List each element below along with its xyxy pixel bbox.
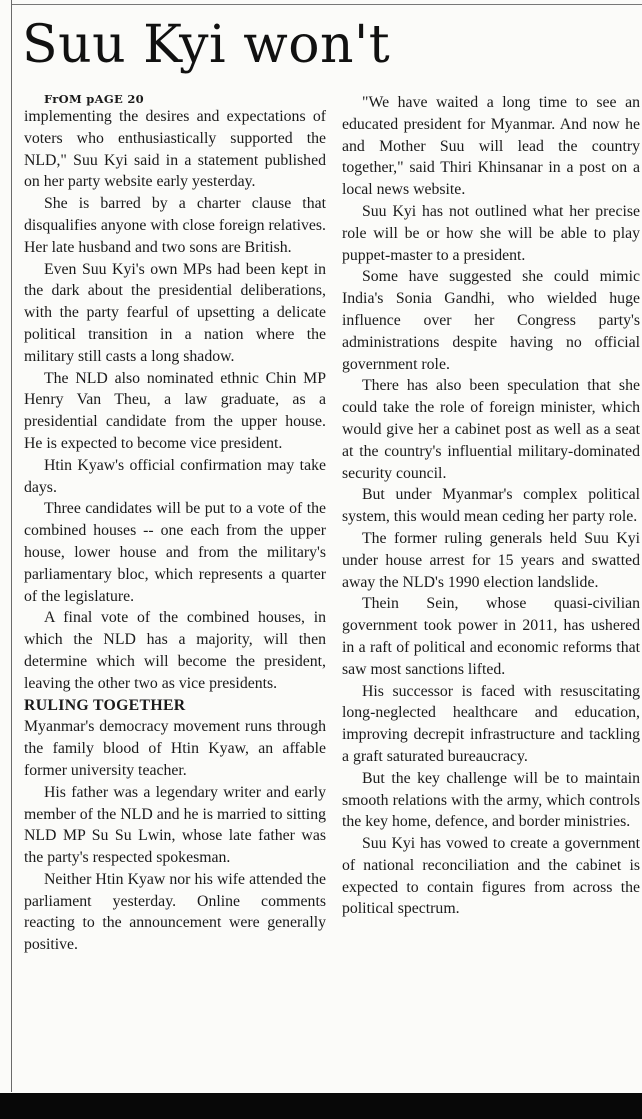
paragraph: Suu Kyi has not outlined what her precise role will be or how she will be able to play puppet-master to a president.	[342, 202, 640, 264]
paragraph: His father was a legendary writer and early member of the NLD and he is married to sitting NLD MP Su Su Lwin, whose late father was the party's respected spokesman.	[24, 783, 326, 867]
paragraph: A final vote of the combined houses, in which the NLD has a majority, will then determine which will become the president, leaving the other two as vice presidents.	[24, 609, 326, 692]
paragraph: Even Suu Kyi's own MPs had been kept in the dark about the presidential deliberations, with the party fearful of upsetting a delicate political transition in a nation where the military still casts a long shadow.	[24, 260, 326, 365]
right-column	[342, 92, 640, 920]
headline: Suu Kyi won't	[22, 15, 391, 75]
paragraph: Neither Htin Kyaw nor his wife attended the parliament yesterday. Online comments reacting to the announcement were generally positive.	[24, 870, 326, 954]
top-rule	[11, 4, 642, 5]
paragraph: Thein Sein, whose quasi-civilian government took power in 2011, has ushered in a raft of political and economic reforms that saw most sanctions lifted.	[342, 595, 640, 678]
column-rule	[11, 0, 12, 1092]
paragraph: She is barred by a charter clause that disqualifies anyone with close foreign relatives. Her late husband and two sons are British.	[24, 195, 326, 256]
scan-border	[0, 1093, 642, 1119]
paragraph: Some have suggested she could mimic India's Sonia Gandhi, who wielded huge influence over her Congress party's administrations despite having no official government role.	[342, 268, 640, 373]
paragraph: implementing the desires and expectations of voters who enthusiastically supported the NLD," Suu Kyi said in a statement published on her party website early yesterday.	[24, 108, 326, 191]
subheading: RULING TOGETHER	[24, 696, 186, 714]
paragraph: But the key challenge will be to maintain smooth relations with the army, which controls the key home, defence, and border ministries.	[342, 769, 640, 831]
paragraph: The former ruling generals held Suu Kyi under house arrest for 15 years and swatted away the NLD's 1990 election landslide.	[342, 529, 640, 591]
paragraph: Myanmar's democracy movement runs through the family blood of Htin Kyaw, an affable former university teacher.	[24, 718, 326, 779]
paragraph: Suu Kyi has vowed to create a government of national reconciliation and the cabinet is expected to contain figures from across the political spectrum.	[342, 835, 640, 918]
continuation-label: FrOM pAGE 20	[44, 92, 144, 106]
paragraph: Htin Kyaw's official confirmation may take days.	[24, 456, 326, 496]
paragraph: The NLD also nominated ethnic Chin MP Henry Van Theu, a law graduate, as a presidential candidate from the upper house. He is expected to become vice president.	[24, 369, 326, 452]
paragraph: His successor is faced with resuscitating long-neglected healthcare and education, improving decrepit infrastructure and tackling a graft saturated bureaucracy.	[342, 682, 640, 765]
paragraph: But under Myanmar's complex political system, this would mean ceding her party role.	[342, 486, 640, 526]
paragraph: "We have waited a long time to see an educated president for Myanmar. And now he and Mother Suu will lead the country together," said Thiri Khinsanar in a post on a local news website.	[342, 94, 640, 199]
paragraph: There has also been speculation that she could take the role of foreign minister, which would give her a cabinet post as well as a seat at the country's influential military-dominated security council.	[342, 377, 640, 482]
left-column	[24, 92, 326, 956]
paragraph: Three candidates will be put to a vote of the combined houses -- one each from the upper house, lower house and from the military's parliamentary bloc, which represents a quarter of the legislature.	[24, 500, 326, 605]
